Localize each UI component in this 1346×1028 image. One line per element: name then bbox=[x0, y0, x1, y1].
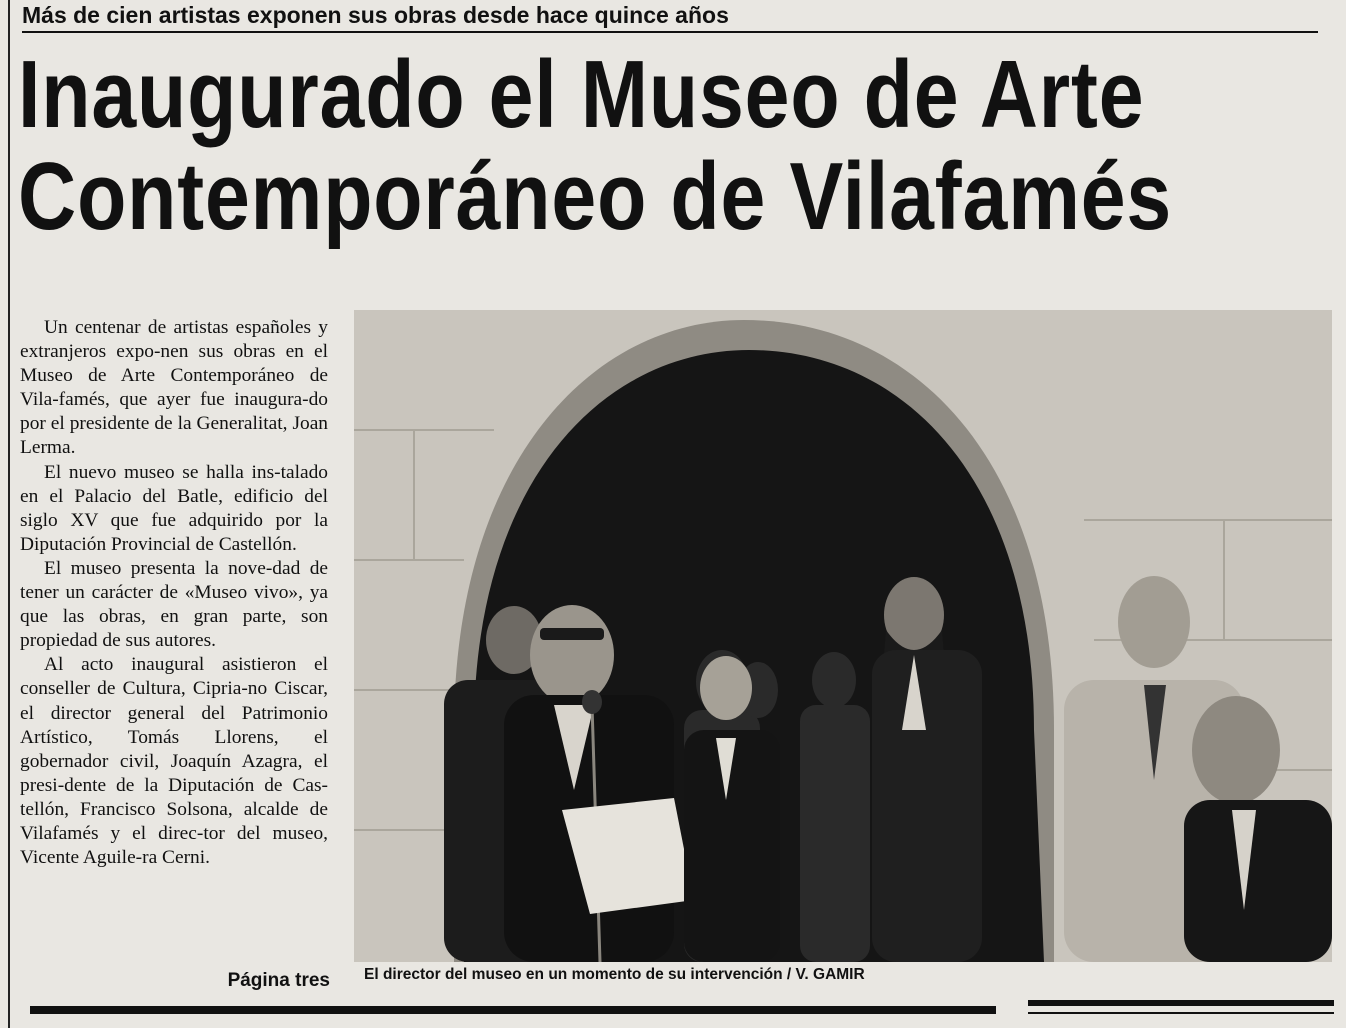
article-body bbox=[20, 316, 328, 870]
paragraph: El nuevo museo se halla ins-talado en el Palacio del Batle, edificio del siglo XV que fue adquirido por la Diputación Provincial de Castellón. bbox=[20, 461, 328, 555]
press-photo bbox=[354, 310, 1332, 962]
photo-caption: El director del museo en un momento de su intervención / V. GAMIR bbox=[364, 966, 865, 983]
photo-illustration bbox=[354, 310, 1332, 962]
page-reference: Página tres bbox=[227, 970, 330, 991]
headline-line-1: Inaugurado el Museo de Arte bbox=[18, 41, 1145, 148]
paragraph: El museo presenta la nove-dad de tener un carácter de «Museo vivo», ya que las obras, en gran parte, son propiedad de sus autores. bbox=[20, 557, 328, 652]
paragraph: Un centenar de artistas españoles y extranjeros expo-nen sus obras en el Museo de Arte Contemporáneo de Vila-famés, que ayer fue inaugura-do por el presidente de la Generalitat, Joan Lerma. bbox=[20, 317, 328, 459]
column-rule bbox=[8, 0, 10, 1028]
paragraph: Al acto inaugural asistieron el conseller de Cultura, Cipria-no Ciscar, el director general del Patrimonio Artístico, Tomás Llorens, el gobernador civil, Joaquín Azagra, el presi-dente de la Diputación de Cas-tellón, Francisco Solsona, alcalde de Vilafamés y el direc-tor del museo, Vicente Aguile-ra Cerni. bbox=[20, 654, 328, 869]
kicker: Más de cien artistas exponen sus obras desde hace quince años bbox=[22, 0, 1318, 33]
headline-line-2: Contemporáneo de Vilafamés bbox=[18, 143, 1173, 250]
bottom-rule bbox=[30, 1006, 996, 1014]
bottom-rule bbox=[1028, 1000, 1334, 1006]
headline bbox=[18, 41, 1173, 250]
bottom-rule bbox=[1028, 1012, 1334, 1014]
